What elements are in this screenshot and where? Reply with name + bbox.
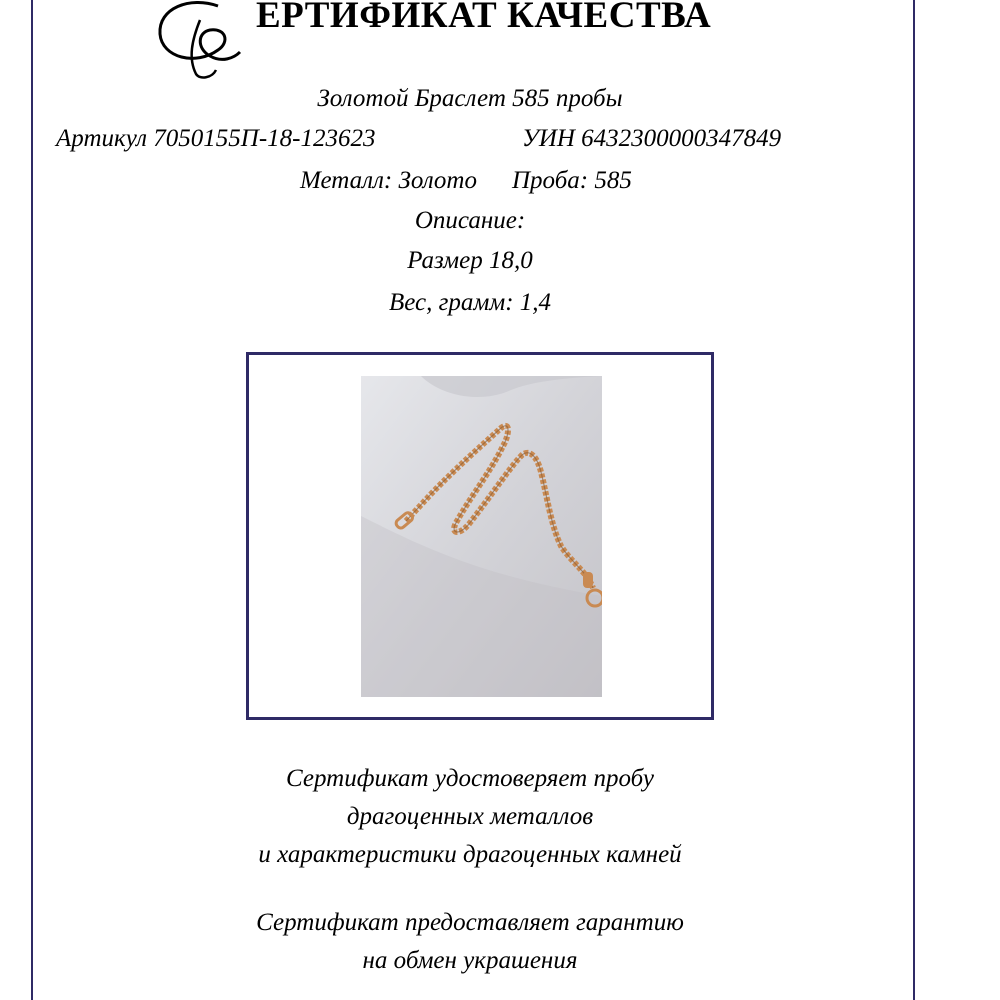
guarantee-line: на обмен украшения [362,947,578,974]
certifies-line: и характеристики драгоценных камней [258,841,682,868]
assay-field: Проба: 585 [512,167,632,194]
certificate-title: ЕРТИФИКАТ КАЧЕСТВА [256,0,712,36]
size-field: Размер 18,0 [407,247,533,274]
certifies-line: Сертификат удостоверяет пробу [286,765,654,792]
article-number: Артикул 7050155П-18-123623 [56,125,376,152]
certifies-line: драгоценных металлов [346,803,594,830]
weight-field: Вес, грамм: 1,4 [388,289,552,316]
gold-chain-bracelet-photo [361,376,602,697]
guarantee-statement [0,904,940,980]
script-c-monogram-icon [140,0,250,80]
guarantee-line: Сертификат предоставляет гарантию [256,909,684,936]
certifies-statement [0,760,940,874]
product-name: Золотой Браслет 585 пробы [317,85,623,112]
uin-number: УИН 6432300000347849 [522,125,782,152]
metal-field: Металл: Золото [300,167,477,194]
description-label: Описание: [414,207,526,234]
product-photo-frame [246,352,714,720]
